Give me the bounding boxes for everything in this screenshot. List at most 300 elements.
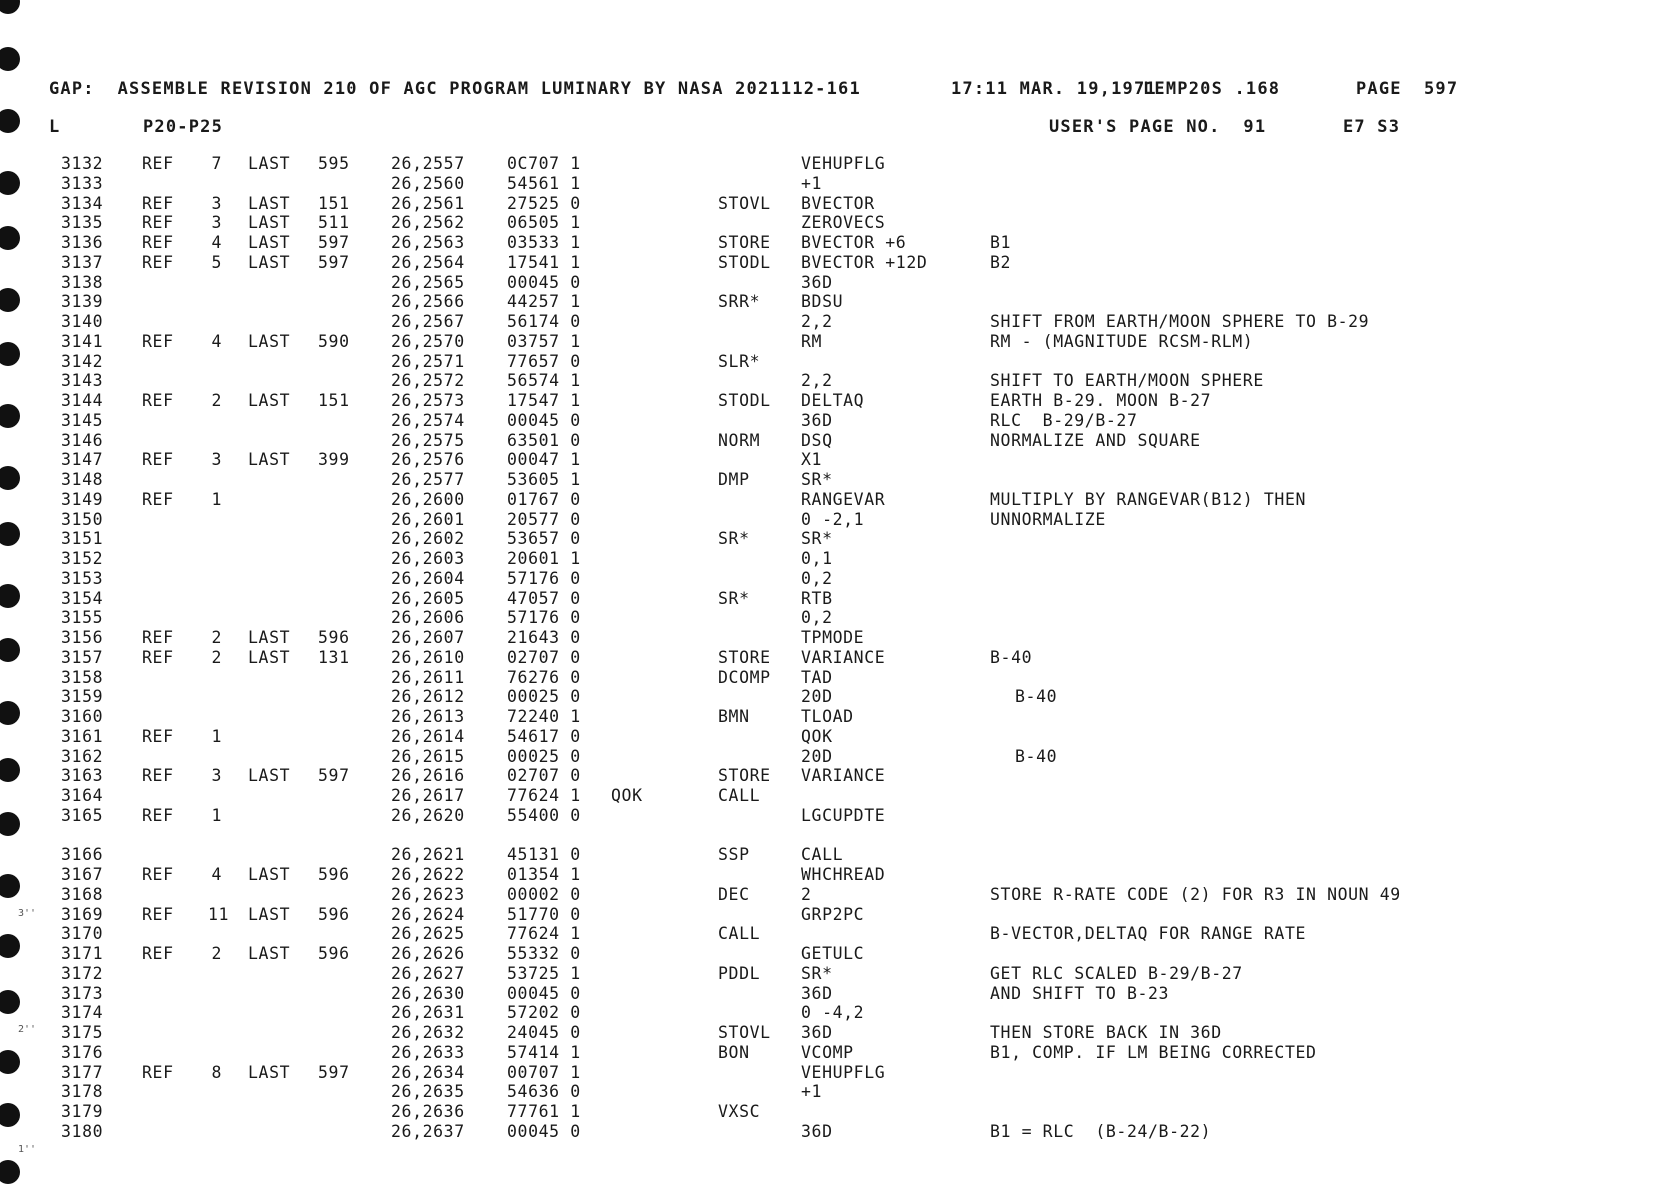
line-number: 3176 bbox=[61, 1042, 104, 1062]
last-page: 399 bbox=[318, 450, 350, 470]
operand: RM bbox=[801, 331, 823, 351]
operand: TAD bbox=[801, 667, 833, 687]
margin-mark: 2'' bbox=[18, 1024, 37, 1035]
last-page: 596 bbox=[318, 628, 350, 647]
listing-row bbox=[0, 885, 1660, 905]
listing-row bbox=[0, 490, 1660, 510]
octal-word: 02707 0 bbox=[507, 647, 581, 667]
last-marker: LAST bbox=[248, 213, 291, 233]
listing-row bbox=[0, 1043, 1660, 1063]
operand: +1 bbox=[801, 1082, 823, 1102]
address: 26,2570 bbox=[391, 331, 465, 351]
operand: VEHUPFLG bbox=[801, 154, 886, 173]
last-page: 596 bbox=[318, 904, 350, 924]
ref-count: 4 bbox=[211, 865, 222, 884]
line-number: 3164 bbox=[61, 786, 104, 805]
ref-count: 2 bbox=[211, 391, 222, 410]
ref-marker: REF bbox=[142, 726, 174, 746]
listing-row bbox=[0, 668, 1660, 688]
line-number: 3135 bbox=[61, 213, 104, 233]
line-number: 3165 bbox=[61, 805, 104, 825]
listing-row bbox=[0, 1023, 1660, 1043]
listing-row bbox=[0, 253, 1660, 273]
ref-marker: REF bbox=[142, 252, 174, 272]
listing-job: LEMP20S .168 bbox=[1143, 79, 1281, 99]
comment: GET RLC SCALED B-29/B-27 bbox=[990, 963, 1243, 983]
octal-word: 00025 0 bbox=[507, 746, 581, 766]
comment: B-40 bbox=[1015, 687, 1058, 707]
operand: TLOAD bbox=[801, 707, 854, 726]
line-number: 3167 bbox=[61, 865, 104, 884]
address: 26,2616 bbox=[391, 766, 465, 786]
operand: GETULC bbox=[801, 944, 865, 963]
octal-word: 17547 1 bbox=[507, 391, 581, 410]
operand: RANGEVAR bbox=[801, 489, 886, 509]
octal-word: 27525 0 bbox=[507, 193, 581, 213]
operand: 0 -2,1 bbox=[801, 509, 865, 529]
listing-row bbox=[0, 865, 1660, 885]
line-number: 3174 bbox=[61, 1003, 104, 1023]
octal-word: 51770 0 bbox=[507, 904, 581, 924]
ref-marker: REF bbox=[142, 944, 174, 963]
address: 26,2635 bbox=[391, 1082, 465, 1102]
listing-row bbox=[0, 332, 1660, 352]
ref-count: 7 bbox=[211, 154, 222, 173]
comment: B1, COMP. IF LM BEING CORRECTED bbox=[990, 1042, 1317, 1062]
line-number: 3173 bbox=[61, 983, 104, 1003]
octal-word: 00045 0 bbox=[507, 410, 581, 430]
opcode: STORE bbox=[718, 647, 771, 667]
operand: BDSU bbox=[801, 292, 844, 312]
comment: EARTH B-29. MOON B-27 bbox=[990, 391, 1212, 410]
listing-row bbox=[0, 1102, 1660, 1122]
line-number: 3139 bbox=[61, 292, 104, 312]
margin-mark: 1'' bbox=[18, 1144, 37, 1155]
last-marker: LAST bbox=[248, 1062, 291, 1082]
line-number: 3136 bbox=[61, 233, 104, 252]
line-number: 3170 bbox=[61, 924, 104, 944]
listing-row bbox=[0, 648, 1660, 668]
octal-word: 53605 1 bbox=[507, 470, 581, 489]
operand: 2 bbox=[801, 884, 812, 904]
opcode: STORE bbox=[718, 233, 771, 252]
line-number: 3171 bbox=[61, 944, 104, 963]
octal-word: 06505 1 bbox=[507, 213, 581, 233]
address: 26,2607 bbox=[391, 628, 465, 647]
address: 26,2560 bbox=[391, 173, 465, 193]
section-name: P20-P25 bbox=[143, 117, 224, 137]
listing-row bbox=[0, 806, 1660, 826]
operand: 0,2 bbox=[801, 608, 833, 628]
address: 26,2574 bbox=[391, 410, 465, 430]
address: 26,2622 bbox=[391, 865, 465, 884]
listing-row bbox=[0, 984, 1660, 1004]
address: 26,2600 bbox=[391, 489, 465, 509]
ref-marker: REF bbox=[142, 628, 174, 647]
comment: NORMALIZE AND SQUARE bbox=[990, 430, 1201, 450]
opcode: SLR* bbox=[718, 351, 761, 371]
listing-row bbox=[0, 1122, 1660, 1142]
line-number: 3158 bbox=[61, 667, 104, 687]
octal-word: 20601 1 bbox=[507, 549, 581, 568]
operand: +1 bbox=[801, 173, 823, 193]
line-number: 3152 bbox=[61, 549, 104, 568]
last-page: 597 bbox=[318, 233, 350, 252]
opcode: STORE bbox=[718, 766, 771, 786]
opcode: VXSC bbox=[718, 1102, 761, 1121]
listing-row bbox=[0, 174, 1660, 194]
address: 26,2637 bbox=[391, 1121, 465, 1141]
line-number: 3168 bbox=[61, 884, 104, 904]
octal-word: 21643 0 bbox=[507, 628, 581, 647]
operand: VARIANCE bbox=[801, 766, 886, 786]
octal-word: 54636 0 bbox=[507, 1082, 581, 1102]
address: 26,2567 bbox=[391, 312, 465, 331]
operand: DELTAQ bbox=[801, 391, 865, 410]
comment: AND SHIFT TO B-23 bbox=[990, 983, 1170, 1003]
opcode: NORM bbox=[718, 430, 761, 450]
last-marker: LAST bbox=[248, 331, 291, 351]
ref-count: 3 bbox=[211, 450, 222, 470]
last-page: 595 bbox=[318, 154, 350, 173]
line-number: 3132 bbox=[61, 154, 104, 173]
address: 26,2613 bbox=[391, 707, 465, 726]
listing-row bbox=[0, 431, 1660, 451]
line-number: 3169 bbox=[61, 904, 104, 924]
line-number: 3137 bbox=[61, 252, 104, 272]
address: 26,2564 bbox=[391, 252, 465, 272]
user-page-number: USER'S PAGE NO. 91 bbox=[1049, 117, 1267, 137]
ref-count: 4 bbox=[211, 331, 222, 351]
last-page: 597 bbox=[318, 766, 350, 786]
listing-row bbox=[0, 470, 1660, 490]
comment: RM - (MAGNITUDE RCSM-RLM) bbox=[990, 331, 1254, 351]
comment: STORE R-RATE CODE (2) FOR R3 IN NOUN 49 bbox=[990, 884, 1401, 904]
address: 26,2603 bbox=[391, 549, 465, 568]
listing-row bbox=[0, 707, 1660, 727]
operand: 36D bbox=[801, 1023, 833, 1042]
address: 26,2611 bbox=[391, 667, 465, 687]
operand: TPMODE bbox=[801, 628, 865, 647]
operand: BVECTOR bbox=[801, 193, 875, 213]
operand: 20D bbox=[801, 687, 833, 707]
address: 26,2620 bbox=[391, 805, 465, 825]
address: 26,2563 bbox=[391, 233, 465, 252]
ref-marker: REF bbox=[142, 489, 174, 509]
last-marker: LAST bbox=[248, 193, 291, 213]
address: 26,2633 bbox=[391, 1042, 465, 1062]
listing-row bbox=[0, 747, 1660, 767]
octal-word: 01767 0 bbox=[507, 489, 581, 509]
comment: B-40 bbox=[990, 647, 1033, 667]
last-marker: LAST bbox=[248, 944, 291, 963]
listing-row bbox=[0, 727, 1660, 747]
address: 26,2630 bbox=[391, 983, 465, 1003]
listing-row bbox=[0, 905, 1660, 925]
last-page: 511 bbox=[318, 213, 350, 233]
octal-word: 77761 1 bbox=[507, 1102, 581, 1121]
operand: GRP2PC bbox=[801, 904, 865, 924]
address: 26,2561 bbox=[391, 193, 465, 213]
line-number: 3161 bbox=[61, 726, 104, 746]
punch-hole bbox=[0, 0, 20, 14]
operand: 2,2 bbox=[801, 312, 833, 331]
address: 26,2626 bbox=[391, 944, 465, 963]
comment: B-VECTOR,DELTAQ FOR RANGE RATE bbox=[990, 924, 1307, 944]
listing-row bbox=[0, 569, 1660, 589]
address: 26,2615 bbox=[391, 746, 465, 766]
last-marker: LAST bbox=[248, 904, 291, 924]
listing-row bbox=[0, 1003, 1660, 1023]
ref-count: 11 bbox=[208, 904, 230, 924]
operand: RTB bbox=[801, 588, 833, 608]
octal-word: 47057 0 bbox=[507, 588, 581, 608]
line-number: 3148 bbox=[61, 470, 104, 489]
line-number: 3146 bbox=[61, 430, 104, 450]
last-page: 131 bbox=[318, 647, 350, 667]
address: 26,2624 bbox=[391, 904, 465, 924]
address: 26,2571 bbox=[391, 351, 465, 371]
address: 26,2610 bbox=[391, 647, 465, 667]
comment: B1 bbox=[990, 233, 1012, 252]
last-marker: LAST bbox=[248, 154, 291, 173]
ref-count: 2 bbox=[211, 944, 222, 963]
ref-marker: REF bbox=[142, 904, 174, 924]
listing-row bbox=[0, 529, 1660, 549]
listing-row bbox=[0, 608, 1660, 628]
octal-word: 44257 1 bbox=[507, 292, 581, 312]
last-page: 596 bbox=[318, 944, 350, 963]
last-marker: LAST bbox=[248, 233, 291, 252]
last-page: 590 bbox=[318, 331, 350, 351]
opcode: DMP bbox=[718, 470, 750, 489]
line-number: 3149 bbox=[61, 489, 104, 509]
operand: 0,2 bbox=[801, 568, 833, 588]
operand: 36D bbox=[801, 272, 833, 292]
line-number: 3178 bbox=[61, 1082, 104, 1102]
line-number: 3159 bbox=[61, 687, 104, 707]
address: 26,2573 bbox=[391, 391, 465, 410]
line-number: 3150 bbox=[61, 509, 104, 529]
line-number: 3140 bbox=[61, 312, 104, 331]
address: 26,2572 bbox=[391, 371, 465, 391]
last-page: 596 bbox=[318, 865, 350, 884]
line-number: 3151 bbox=[61, 529, 104, 549]
listing-row bbox=[0, 964, 1660, 984]
address: 26,2566 bbox=[391, 292, 465, 312]
address: 26,2565 bbox=[391, 272, 465, 292]
last-marker: LAST bbox=[248, 628, 291, 647]
address: 26,2627 bbox=[391, 963, 465, 983]
ref-marker: REF bbox=[142, 331, 174, 351]
octal-word: 03533 1 bbox=[507, 233, 581, 252]
address: 26,2605 bbox=[391, 588, 465, 608]
line-number: 3175 bbox=[61, 1023, 104, 1042]
listing-rows bbox=[0, 154, 1660, 1142]
ref-count: 8 bbox=[211, 1062, 222, 1082]
comment: B-40 bbox=[1015, 746, 1058, 766]
punch-hole bbox=[0, 1160, 20, 1184]
line-number: 3154 bbox=[61, 588, 104, 608]
operand: VARIANCE bbox=[801, 647, 886, 667]
address: 26,2634 bbox=[391, 1062, 465, 1082]
listing-row bbox=[0, 371, 1660, 391]
operand: DSQ bbox=[801, 430, 833, 450]
comment: RLC B-29/B-27 bbox=[990, 410, 1138, 430]
ref-count: 4 bbox=[211, 233, 222, 252]
operand: 36D bbox=[801, 983, 833, 1003]
line-number: 3155 bbox=[61, 608, 104, 628]
listing-row bbox=[0, 786, 1660, 806]
last-marker: LAST bbox=[248, 252, 291, 272]
line-number: 3156 bbox=[61, 628, 104, 647]
ref-marker: REF bbox=[142, 766, 174, 786]
octal-word: 55332 0 bbox=[507, 944, 581, 963]
operand: BVECTOR +12D bbox=[801, 252, 928, 272]
line-number: 3177 bbox=[61, 1062, 104, 1082]
listing-row bbox=[0, 944, 1660, 964]
ref-marker: REF bbox=[142, 450, 174, 470]
octal-word: 00045 0 bbox=[507, 1121, 581, 1141]
octal-word: 56174 0 bbox=[507, 312, 581, 331]
ref-marker: REF bbox=[142, 805, 174, 825]
ref-marker: REF bbox=[142, 233, 174, 252]
address: 26,2636 bbox=[391, 1102, 465, 1121]
octal-word: 17541 1 bbox=[507, 252, 581, 272]
listing-row bbox=[0, 233, 1660, 253]
opcode: PDDL bbox=[718, 963, 761, 983]
comment: UNNORMALIZE bbox=[990, 509, 1106, 529]
ref-marker: REF bbox=[142, 154, 174, 173]
line-number: 3141 bbox=[61, 331, 104, 351]
opcode: BON bbox=[718, 1042, 750, 1062]
listing-row bbox=[0, 589, 1660, 609]
octal-word: 01354 1 bbox=[507, 865, 581, 884]
last-page: 597 bbox=[318, 252, 350, 272]
last-marker: LAST bbox=[248, 647, 291, 667]
octal-word: 03757 1 bbox=[507, 331, 581, 351]
address: 26,2621 bbox=[391, 845, 465, 865]
address: 26,2612 bbox=[391, 687, 465, 707]
line-number: 3162 bbox=[61, 746, 104, 766]
listing-row bbox=[0, 845, 1660, 865]
operand: VCOMP bbox=[801, 1042, 854, 1062]
line-number: 3145 bbox=[61, 410, 104, 430]
octal-word: 54561 1 bbox=[507, 173, 581, 193]
ref-count: 1 bbox=[211, 489, 222, 509]
octal-word: 55400 0 bbox=[507, 805, 581, 825]
page-number: 597 bbox=[1424, 79, 1459, 99]
comment: SHIFT FROM EARTH/MOON SPHERE TO B-29 bbox=[990, 312, 1370, 331]
last-marker: LAST bbox=[248, 391, 291, 410]
operand: QOK bbox=[801, 726, 833, 746]
line-number: 3138 bbox=[61, 272, 104, 292]
opcode: STODL bbox=[718, 252, 771, 272]
address: 26,2614 bbox=[391, 726, 465, 746]
comment: B2 bbox=[990, 252, 1012, 272]
octal-word: 53657 0 bbox=[507, 529, 581, 549]
octal-word: 00047 1 bbox=[507, 450, 581, 470]
operand: VEHUPFLG bbox=[801, 1062, 886, 1082]
last-marker: LAST bbox=[248, 865, 291, 884]
octal-word: 77624 1 bbox=[507, 786, 581, 805]
octal-word: 56574 1 bbox=[507, 371, 581, 391]
address: 26,2625 bbox=[391, 924, 465, 944]
line-number: 3147 bbox=[61, 450, 104, 470]
octal-word: 72240 1 bbox=[507, 707, 581, 726]
ref-count: 2 bbox=[211, 628, 222, 647]
address: 26,2604 bbox=[391, 568, 465, 588]
line-number: 3134 bbox=[61, 193, 104, 213]
operand: SR* bbox=[801, 529, 833, 549]
listing-row bbox=[0, 154, 1660, 174]
last-marker: LAST bbox=[248, 450, 291, 470]
listing-row bbox=[0, 628, 1660, 648]
opcode: SRR* bbox=[718, 292, 761, 312]
punch-hole bbox=[0, 109, 20, 133]
opcode: STOVL bbox=[718, 1023, 771, 1042]
address: 26,2575 bbox=[391, 430, 465, 450]
opcode: DCOMP bbox=[718, 667, 771, 687]
ref-count: 2 bbox=[211, 647, 222, 667]
listing-row bbox=[0, 924, 1660, 944]
address: 26,2631 bbox=[391, 1003, 465, 1023]
octal-word: 00045 0 bbox=[507, 272, 581, 292]
octal-word: 57176 0 bbox=[507, 608, 581, 628]
octal-word: 63501 0 bbox=[507, 430, 581, 450]
address: 26,2632 bbox=[391, 1023, 465, 1042]
address: 26,2617 bbox=[391, 786, 465, 805]
octal-word: 54617 0 bbox=[507, 726, 581, 746]
opcode: SSP bbox=[718, 845, 750, 865]
ref-marker: REF bbox=[142, 865, 174, 884]
comment: B1 = RLC (B-24/B-22) bbox=[990, 1121, 1212, 1141]
octal-word: 00045 0 bbox=[507, 983, 581, 1003]
last-page: 151 bbox=[318, 193, 350, 213]
label: QOK bbox=[611, 786, 643, 805]
octal-word: 77657 0 bbox=[507, 351, 581, 371]
opcode: SR* bbox=[718, 529, 750, 549]
ref-count: 5 bbox=[211, 252, 222, 272]
listing-row bbox=[0, 1082, 1660, 1102]
octal-word: 20577 0 bbox=[507, 509, 581, 529]
operand: 36D bbox=[801, 410, 833, 430]
operand: LGCUPDTE bbox=[801, 805, 886, 825]
ref-count: 3 bbox=[211, 766, 222, 786]
ref-count: 1 bbox=[211, 726, 222, 746]
opcode: DEC bbox=[718, 884, 750, 904]
address: 26,2576 bbox=[391, 450, 465, 470]
ref-marker: REF bbox=[142, 1062, 174, 1082]
comment: SHIFT TO EARTH/MOON SPHERE bbox=[990, 371, 1264, 391]
opcode: SR* bbox=[718, 588, 750, 608]
last-marker: LAST bbox=[248, 766, 291, 786]
ref-marker: REF bbox=[142, 193, 174, 213]
listing-row bbox=[0, 510, 1660, 530]
listing-row bbox=[0, 292, 1660, 312]
operand: BVECTOR +6 bbox=[801, 233, 907, 252]
listing-row bbox=[0, 450, 1660, 470]
listing-row bbox=[0, 687, 1660, 707]
operand: WHCHREAD bbox=[801, 865, 886, 884]
octal-word: 57202 0 bbox=[507, 1003, 581, 1023]
ref-marker: REF bbox=[142, 213, 174, 233]
line-number: 3180 bbox=[61, 1121, 104, 1141]
operand: ZEROVECS bbox=[801, 213, 886, 233]
octal-word: 57414 1 bbox=[507, 1042, 581, 1062]
line-number: 3144 bbox=[61, 391, 104, 410]
address: 26,2606 bbox=[391, 608, 465, 628]
